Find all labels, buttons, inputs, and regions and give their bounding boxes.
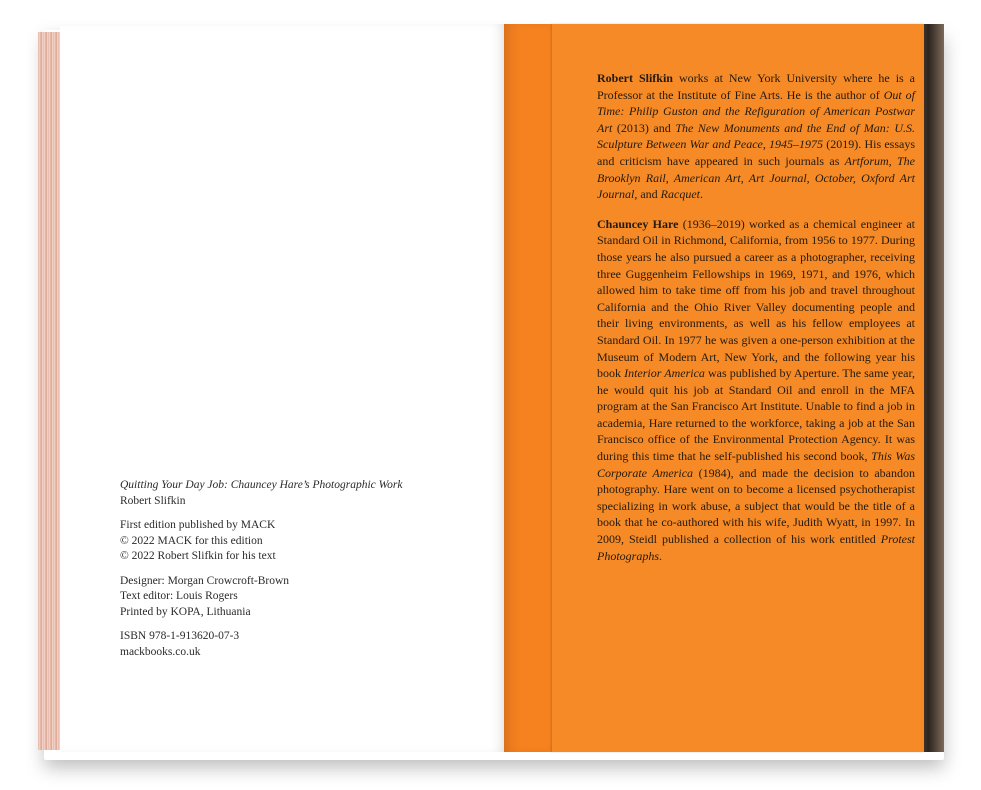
journal-titles: Artforum, The Brooklyn Rail, American Art, Art Journal, October, Oxford Art Journal, [597,153,915,202]
bio-name: Chauncey Hare [597,216,679,231]
journal-titles: Racquet [660,187,700,202]
author-name: Robert Slifkin [120,494,186,507]
book-title-italic: Out of Time: Philip Guston and the Refiguration of American Postwar Art [597,87,915,135]
editor-credit: Text editor: Louis Rogers [120,590,238,602]
bio-name: Robert Slifkin [597,71,673,85]
book-title-italic: This Was Corporate America [597,449,915,480]
designer-credit: Designer: Morgan Crowcroft-Brown [120,574,290,587]
edition-line: First edition published by MACK [120,519,276,531]
bio-text: . [700,187,703,202]
printer-credit: Printed by KOPA, Lithuania [120,605,251,618]
bio-text: . [659,548,663,563]
bio-text: (2019). His essays and criticism have appeared in such journals as [597,137,915,168]
copyright-text: © 2022 Robert Slifkin for his text [120,550,276,562]
bio-text: works at New York University where he is a Professor at the Institute of Fine Arts. He is the author of [597,71,915,102]
author-bios [597,70,915,577]
book-title-italic: Interior America [624,366,705,381]
book-title-italic: The New Monuments and the End of Man: U.S. Sculpture Between War and Peace, 1945–1975 [597,120,915,152]
book-title: Quitting Your Day Job: Chauncey Hare’s Photographic Work [120,479,403,491]
copyright-edition: © 2022 MACK for this edition [120,534,263,547]
bio-text: (2013) and [612,120,676,135]
isbn: ISBN 978-1-913620-07-3 [120,630,240,642]
bio-text: was published by Aperture. The same year, he would quit his job at Standard Oil and enroll in the MFA program at the San Francisco Art Institute. Unable to find a job in academia, Hare returned to the workforce, taking a job at the San Francisco office of the Environmental Protection Agency. It was during this time that he self-published his second book, [597,366,916,464]
book-title-italic: Protest Photographs [597,532,915,563]
colophon [120,478,480,660]
bio-text: (1984), and made the decision to abandon photography. Hare went on to become a licensed psychotherapist specializing in work abuse, a subject that would be the title of a book that he co-authored with his wife, Judith Wyatt, in 1997. In 2009, Steidl published a collection of his work entitled [597,465,915,547]
website: mackbooks.co.uk [120,645,201,658]
bio-text: and [637,187,661,202]
bio-slifkin [597,70,915,203]
bio-text: (1936–2019) worked as a chemical engineer at Standard Oil in Richmond, California, from 1956 to 1977. During those years he also pursued a career as a photographer, receiving three Guggenheim Fellowships in 1969, 1971, and 1976, which allowed him to take time off from his job and travel throughout California and the Ohio River Valley documenting people and their living environments, as well as his fellow employees at Standard Oil. In 1977 he was given a one-person exhibition at the Museum of Modern Art, New York, and the following year his book [597,216,916,381]
bio-hare [597,216,915,564]
